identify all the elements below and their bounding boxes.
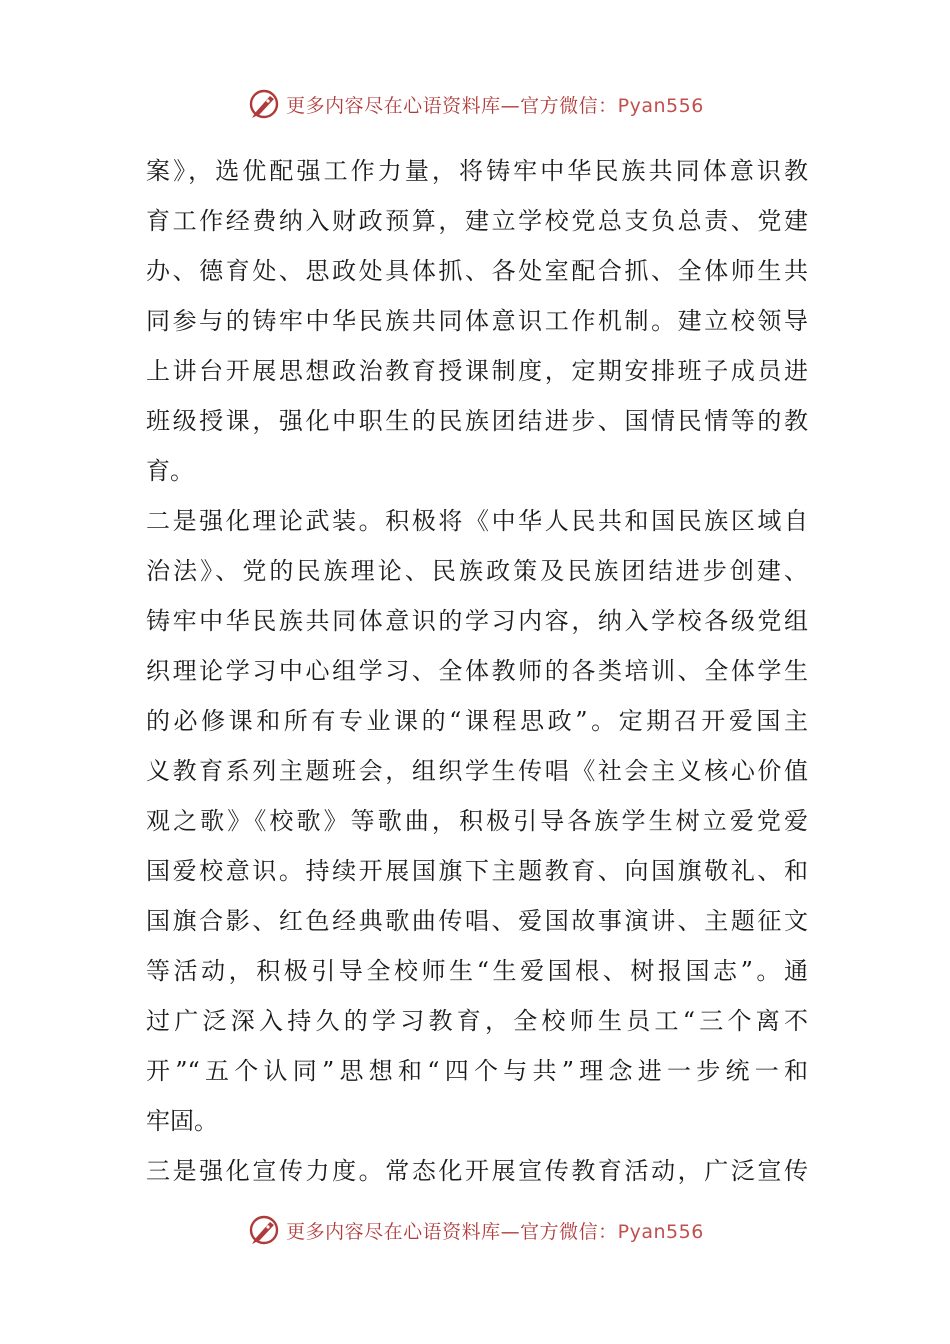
pen-nib-logo-icon bbox=[246, 86, 282, 122]
body-line: 治法》、党的民族理论、民族政策及民族团结进步创建、 bbox=[146, 557, 808, 585]
body-line: 国旗合影、红色经典歌曲传唱、爱国故事演讲、主题征文 bbox=[146, 907, 808, 935]
body-line: 织理论学习中心组学习、全体教师的各类培训、全体学生 bbox=[146, 657, 808, 685]
body-line: 同参与的铸牢中华民族共同体意识工作机制。建立校领导 bbox=[146, 307, 808, 335]
body-line: 三是强化宣传力度。常态化开展宣传教育活动，广泛宣传 bbox=[146, 1157, 808, 1185]
body-line: 义教育系列主题班会，组织学生传唱《社会主义核心价值 bbox=[146, 757, 808, 785]
header-watermark-banner bbox=[0, 82, 950, 126]
body-line: 办、德育处、思政处具体抓、各处室配合抓、全体师生共 bbox=[146, 257, 808, 285]
body-line: 观之歌》《校歌》等歌曲，积极引导各族学生树立爱党爱 bbox=[146, 807, 808, 835]
body-line: 牢固。 bbox=[146, 1107, 218, 1135]
document-body bbox=[146, 146, 808, 1196]
pen-nib-logo-icon bbox=[246, 1212, 282, 1248]
body-line: 二是强化理论武装。积极将《中华人民共和国民族区域自 bbox=[146, 507, 808, 535]
body-line: 育。 bbox=[146, 457, 194, 485]
body-line: 案》，选优配强工作力量，将铸牢中华民族共同体意识教 bbox=[146, 157, 808, 185]
body-line: 班级授课，强化中职生的民族团结进步、国情民情等的教 bbox=[146, 407, 808, 435]
body-line: 开”“五个认同”思想和“四个与共”理念进一步统一和 bbox=[146, 1057, 808, 1085]
body-line: 等活动，积极引导全校师生“生爱国根、树报国志”。通 bbox=[146, 957, 808, 985]
body-line: 上讲台开展思想政治教育授课制度，定期安排班子成员进 bbox=[146, 357, 808, 385]
body-line: 国爱校意识。持续开展国旗下主题教育、向国旗敬礼、和 bbox=[146, 857, 808, 885]
body-line: 过广泛深入持久的学习教育，全校师生员工“三个离不 bbox=[146, 1007, 808, 1035]
body-line: 育工作经费纳入财政预算，建立学校党总支负总责、党建 bbox=[146, 207, 808, 235]
footer-watermark-banner bbox=[0, 1208, 950, 1252]
footer-banner-text: 更多内容尽在心语资料库—官方微信：Pyan556 bbox=[286, 1220, 704, 1243]
header-banner-text: 更多内容尽在心语资料库—官方微信：Pyan556 bbox=[286, 94, 704, 117]
footer-wechat-id: Pyan556 bbox=[617, 1220, 704, 1243]
body-line: 的必修课和所有专业课的“课程思政”。定期召开爱国主 bbox=[146, 707, 808, 735]
body-line: 铸牢中华民族共同体意识的学习内容，纳入学校各级党组 bbox=[146, 607, 808, 635]
header-wechat-id: Pyan556 bbox=[617, 94, 704, 117]
